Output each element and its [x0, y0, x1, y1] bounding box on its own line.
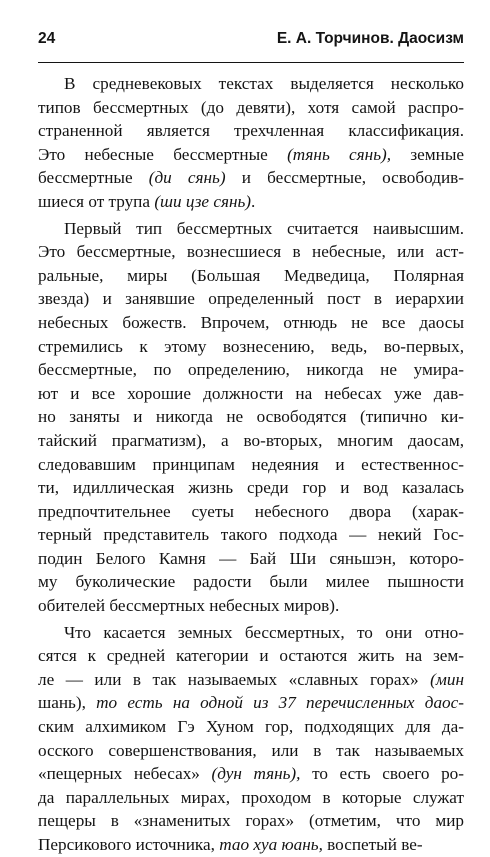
text-run: ют и все хорошие должности на небесах уже дав-: [38, 383, 464, 403]
text-run: бессмертные: [38, 168, 149, 188]
text-line: [38, 190, 464, 214]
text-line: [38, 429, 464, 453]
text-run: ским алхимиком Гэ Хуном гор, подходящих для да-: [38, 717, 464, 737]
text-run: шань),: [38, 693, 86, 713]
text-run: Персикового источника,: [38, 835, 220, 854]
text-run: звезда) и занявшие определенный пост в иерархии: [38, 289, 464, 309]
text-line: [38, 240, 464, 264]
text-line: [38, 453, 464, 477]
italic-term: то есть на одной из 37 перечисленных даос-: [85, 693, 464, 713]
text-line: [38, 833, 464, 857]
italic-term: (ди сянь): [148, 168, 226, 188]
text-run: подин Белого Камня — Бай Ши сяньшэн, которо-: [38, 548, 464, 568]
text-line: [38, 786, 464, 810]
text-line: [38, 358, 464, 382]
text-line: [38, 217, 464, 241]
running-title: Е. А. Торчинов. Даосизм: [276, 30, 464, 47]
text-run: тайский прагматизм), а во-вторых, многим даосам,: [38, 430, 464, 450]
text-run: страненной является трехчленная классификация.: [38, 121, 464, 141]
text-run: и бессмертные, освободив-: [225, 168, 465, 188]
text-run: «пещерных небесах»: [38, 764, 212, 784]
text-line: [38, 72, 464, 96]
text-line: [38, 335, 464, 359]
text-line: [38, 762, 464, 786]
text-run: земные: [391, 144, 465, 164]
text-run: но заняты и никогда не освободятся (типично ки-: [38, 407, 464, 427]
text-run: воспетый ве-: [322, 835, 423, 854]
text-run: .: [251, 191, 256, 211]
text-line: [38, 500, 464, 524]
text-line: [38, 547, 464, 571]
text-line: [38, 594, 464, 618]
text-run: Это бессмертные, вознесшиеся в небесные, или аст-: [38, 242, 464, 262]
text-line: [38, 143, 464, 167]
text-line: [38, 523, 464, 547]
text-run: предпочтительнее суеты небесного двора (харак-: [38, 501, 464, 521]
text-run: шиеся от трупа: [38, 191, 155, 211]
italic-term: тао хуа юань,: [219, 835, 323, 854]
text-run: Что касается земных бессмертных, то они отно-: [64, 622, 464, 642]
text-run: типов бессмертных (до девяти), хотя самой распро-: [38, 97, 464, 117]
text-run: В средневековых текстах выделяется несколько: [64, 74, 464, 93]
text-run: осского совершенствования, или в так называемых: [38, 740, 464, 760]
text-run: да параллельных мирах, проходом в которые служат: [38, 787, 464, 807]
italic-term: (дун тянь),: [211, 764, 301, 784]
text-run: сятся к средней категории и остаются жить на зем-: [38, 646, 464, 666]
paragraph: [38, 72, 464, 214]
text-line: [38, 739, 464, 763]
text-line: [38, 382, 464, 406]
text-line: [38, 476, 464, 500]
text-run: пещеры в «знаменитых горах» (отметим, что мир: [38, 811, 464, 831]
italic-term: (мин: [430, 669, 464, 689]
text-line: [38, 668, 464, 692]
text-run: му буколические радости были милее пышности: [38, 572, 464, 592]
text-run: Первый тип бессмертных считается наивысшим.: [64, 218, 464, 238]
text-run: обителей бессмертных небесных миров).: [38, 596, 340, 616]
text-line: [38, 570, 464, 594]
text-line: [38, 809, 464, 833]
text-line: [38, 119, 464, 143]
page-body: [38, 72, 464, 857]
text-line: [38, 264, 464, 288]
italic-term: (ши цзе сянь): [154, 191, 252, 211]
text-line: [38, 287, 464, 311]
paragraph: [38, 217, 464, 618]
text-run: ральные, миры (Большая Медведица, Полярная: [38, 265, 464, 285]
text-run: терный представитель такого подхода — некий Гос-: [38, 525, 464, 545]
text-run: то есть своего ро-: [300, 764, 464, 784]
text-line: [38, 715, 464, 739]
text-run: ти, идиллическая жизнь среди гор и вод казалась: [38, 478, 464, 498]
text-line: [38, 644, 464, 668]
text-run: ле — или в так называемых «славных горах»: [38, 669, 431, 689]
text-line: [38, 405, 464, 429]
text-run: стремились к этому вознесению, ведь, во-первых,: [38, 336, 464, 356]
text-line: [38, 96, 464, 120]
page-number: 24: [38, 30, 56, 47]
text-line: [38, 621, 464, 645]
italic-term: (тянь сянь),: [287, 144, 392, 164]
paragraph: [38, 621, 464, 857]
text-line: [38, 311, 464, 335]
header-rule: [38, 62, 464, 63]
text-run: Это небесные бессмертные: [38, 144, 288, 164]
text-run: небесных божеств. Впрочем, отнюдь не все даосы: [38, 312, 464, 332]
page-header: [38, 30, 464, 56]
text-line: [38, 166, 464, 190]
text-line: [38, 691, 464, 715]
text-run: бессмертные, по определению, никогда не умира-: [38, 360, 464, 380]
text-run: следовавшим принципам недеяния и естественнос-: [38, 454, 464, 474]
